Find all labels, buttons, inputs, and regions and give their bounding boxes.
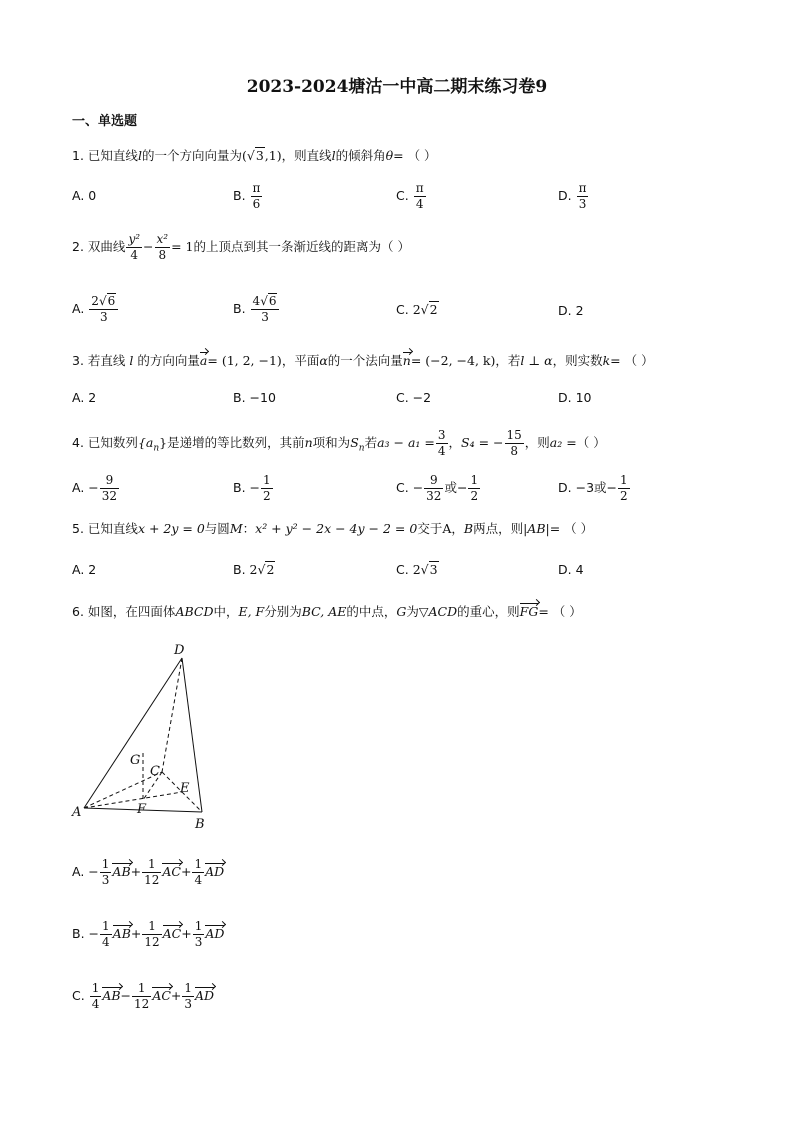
label-f: F: [137, 802, 147, 817]
q5-option-d[interactable]: D. 4: [558, 562, 584, 577]
q4-option-c[interactable]: C. − $\frac{9}{32}$ 或− $\frac{1}{2}$: [396, 473, 479, 503]
label-a: A: [72, 805, 82, 820]
segment-ae: [84, 792, 182, 808]
q6-option-a[interactable]: A. − $\frac{1}{3}$ AB+ $\frac{1}{12}$ AC+ $\frac{1}{4}$ AD: [72, 857, 225, 887]
label-c: C: [150, 764, 160, 779]
section-heading: 一、单选题: [72, 114, 138, 129]
edge-cd: [162, 658, 182, 772]
question-1: 1. 已知直线l的一个方向向量为(√3,1)，则直线l的倾斜角θ= （ ）: [72, 148, 437, 163]
edge-ad: [84, 658, 182, 808]
q3-option-b[interactable]: B. −10: [233, 390, 276, 405]
q3-option-c[interactable]: C. −2: [396, 390, 432, 405]
q2-option-a[interactable]: A. $\frac{2√6}{3}$: [72, 294, 119, 325]
q2-option-b[interactable]: B. $\frac{4√6}{3}$: [233, 294, 280, 325]
q4-option-b[interactable]: B. − $\frac{1}{2}$: [233, 473, 271, 503]
tetrahedron-figure: [70, 640, 220, 835]
q5-option-a[interactable]: A. 2: [72, 562, 97, 577]
label-e: E: [180, 781, 190, 796]
question-5: 5. 已知直线x + 2y = 0与圆M：x² + y² − 2x − 4y − 2 = 0交于A，B两点，则|AB|= （ ）: [72, 521, 594, 536]
q2-option-d[interactable]: D. 2: [558, 303, 584, 318]
q3-option-d[interactable]: D. 10: [558, 390, 592, 405]
q3-option-a[interactable]: A. 2: [72, 390, 97, 405]
question-4: 4. 已知数列$\{a_n\}$是递增的等比数列，其前n项和为$S_n$若a₃ − a₁ = $\frac{3}{4}$ ，S₄ = − $\frac{15}{8}$ ，则a₂ =（ ）: [72, 428, 606, 458]
q4-option-a[interactable]: A. − $\frac{9}{32}$: [72, 473, 118, 503]
question-3: 3. 若直线 l 的方向向量a= (1, 2, −1)，平面α的一个法向量n= (−2, −4, k)，若l ⊥ α，则实数k= （ ）: [72, 353, 654, 368]
q5-option-c[interactable]: C. 2√3: [396, 562, 438, 577]
q6-option-b[interactable]: B. − $\frac{1}{4}$ AB+ $\frac{1}{12}$ AC+ $\frac{1}{3}$ AD: [72, 919, 225, 949]
q1-option-c[interactable]: C. $\frac{\pi}{4}$: [396, 181, 424, 211]
q1-option-b[interactable]: B. $\frac{\pi}{6}$: [233, 181, 261, 211]
q4-option-d[interactable]: D. −3或− $\frac{1}{2}$: [558, 473, 628, 503]
q2-option-c[interactable]: C. 2√2: [396, 302, 438, 317]
q1-option-a[interactable]: A. 0: [72, 188, 97, 203]
label-d: D: [174, 643, 185, 658]
q5-option-b[interactable]: B. 2√2: [233, 562, 275, 577]
question-6: 6. 如图，在四面体ABCD中，E, F分别为BC, AE的中点，G为▽ACD的重心，则FG= （ ）: [72, 604, 582, 619]
question-2: 2. 双曲线 $\frac{\text{y²}}{4}$ − $\frac{\text{x²}}{8}$ = 1的上顶点到其一条渐近线的距离为（ ）: [72, 232, 410, 262]
page-title: 2023-2024塘沽一中高二期末练习卷9: [246, 77, 548, 97]
q1-option-d[interactable]: D. $\frac{\pi}{3}$: [558, 181, 587, 211]
label-b: B: [195, 817, 205, 832]
label-g: G: [130, 753, 141, 768]
q6-option-c[interactable]: C. $\frac{1}{4}$ AB− $\frac{1}{12}$ AC+ $\frac{1}{3}$ AD: [72, 981, 215, 1011]
